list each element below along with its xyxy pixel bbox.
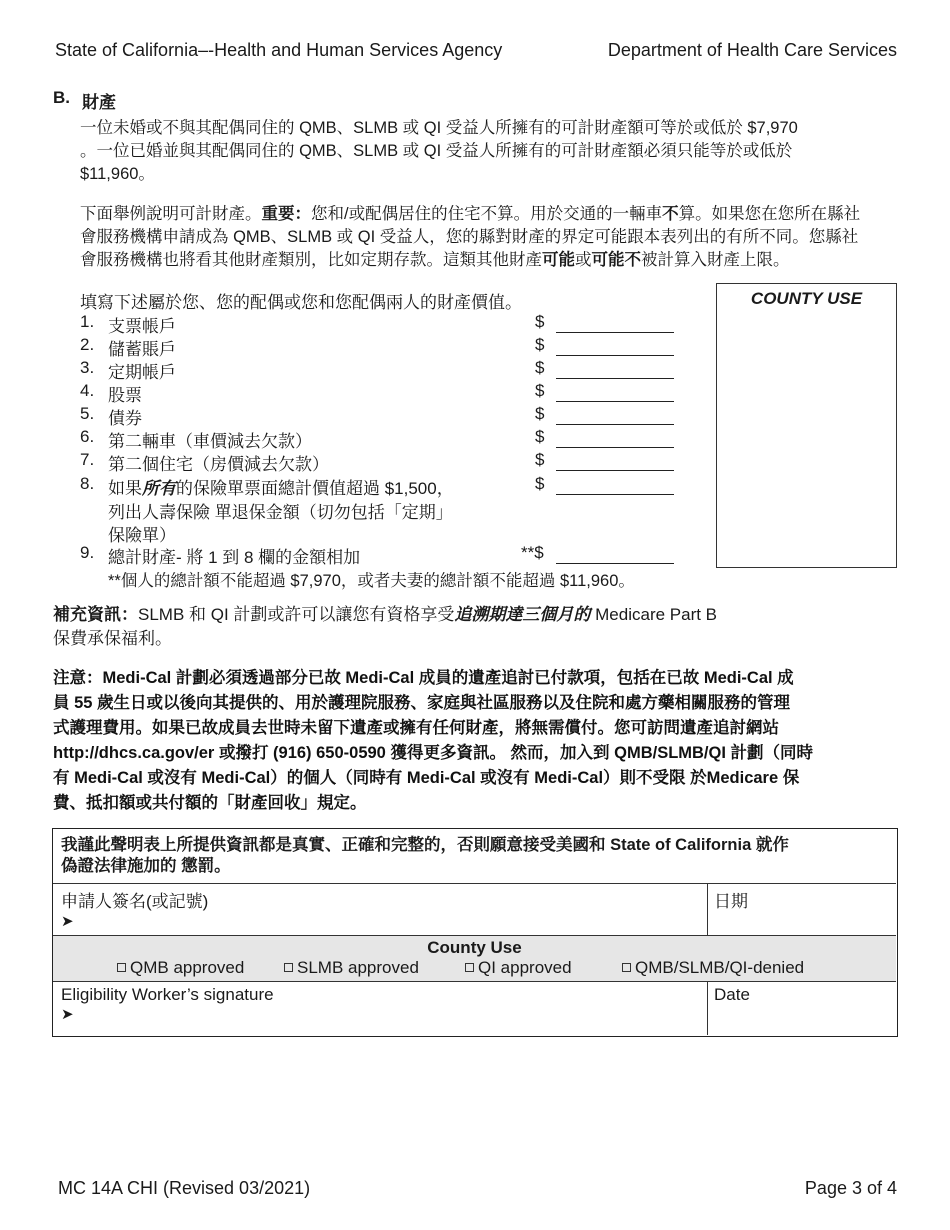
checking-amount-field[interactable] — [556, 316, 674, 333]
checkbox-icon — [117, 963, 126, 972]
form-id: MC 14A CHI (Revised 03/2021) — [58, 1178, 311, 1198]
countable-line-2: 會服務機構申請成為 QMB、SLMB 或 QI 受益人，您的縣對財產的界定可能跟本表列出的有所不同。您縣社 — [80, 228, 859, 246]
second-home-amount-field[interactable] — [556, 454, 674, 471]
applicant-date-label: 日期 — [714, 892, 748, 911]
asset-row-second-home: 7. 第二個住宅（房價減去欠款） $ — [80, 450, 700, 473]
arrow-right-icon: ➤ — [61, 913, 74, 930]
asset-limit-line-2: 。一位已婚並與其配偶同住的 QMB、SLMB 或 QI 受益人所擁有的可計財產額必須只能等於或低於 — [80, 142, 793, 160]
declaration: 我謹此聲明表上所提供資訊都是真實、正確和完整的，否則願意接受美國和 State of California 就作 偽證法律施加的 懲罰。 — [53, 829, 896, 884]
department-header: Department of Health Care Services — [607, 40, 897, 60]
applicant-signature-cell[interactable] — [53, 884, 708, 936]
total-assets-field[interactable] — [556, 547, 674, 564]
signature-table — [52, 828, 898, 1037]
checkbox-denied[interactable]: QMB/SLMB/QI-denied — [622, 958, 804, 978]
asset-row-total: 9. 總計財產- 將 1 到 8 欄的金額相加 **$ — [80, 543, 700, 566]
checkbox-icon — [622, 963, 631, 972]
county-use-title: COUNTY USE — [750, 289, 863, 308]
estate-recovery-notice: 注意：Medi-Cal 計劃必須透過部分已故 Medi-Cal 成員的遺產追討已付款項，包括在已故 Medi-Cal 成 員 55 歲生日或以後向其提供的、用於護理院服務、家庭與社區服務以及住院和處方藥相關服務的管理 式護理費用。如果已故成員去世時未留下遺產或擁有任何財產，將無需償付。您可訪問遺產追討網站 http://dhcs.ca.gov/er 或撥打 (916) 650-0590 獲得更多資訊。 然而，加入到 QMB/SLMB/QI 計劃（同時 有 Medi-Cal 或沒有 Medi-Cal）的個人（同時有 Medi-Cal 或沒有 Medi-Cal）則不受限 於Medicare 保 費、抵扣額或共付額的「財產回收」規定。 — [53, 669, 814, 812]
asset-row-life-insurance: 8. 如果所有的保險單票面總計價值超過 $1,500， $ 列出人壽保險 單退保金額（切勿包括「定期」 保險單） — [80, 474, 700, 544]
savings-amount-field[interactable] — [556, 339, 674, 356]
life-insurance-amount-field[interactable] — [556, 478, 674, 495]
arrow-right-icon: ➤ — [61, 1006, 74, 1023]
county-use-box — [716, 283, 897, 568]
time-deposit-amount-field[interactable] — [556, 362, 674, 379]
county-use-section — [53, 936, 896, 982]
county-use-label: County Use — [427, 938, 522, 957]
countable-assets-paragraph — [80, 203, 910, 272]
asset-row-checking: 1. 支票帳戶 $ — [80, 312, 700, 335]
second-car-amount-field[interactable] — [556, 431, 674, 448]
worker-signature-cell[interactable] — [53, 982, 708, 1035]
bonds-amount-field[interactable] — [556, 408, 674, 425]
countable-line-1: 下面舉例說明可計財產。重要：您和/或配偶居住的住宅不算。用於交通的一輛車不算。如果您在您所在縣社 — [80, 205, 861, 223]
applicant-signature-label: 申請人簽名(或記號) — [61, 892, 209, 911]
assets-intro: 填寫下述屬於您、您的配偶或您和您配偶兩人的財產價值。 — [80, 293, 522, 312]
asset-limit-paragraph — [80, 117, 900, 186]
total-footnote: **個人的總計額不能超過 $7,970，或者夫妻的總計額不能超過 $11,960。 — [108, 572, 635, 590]
asset-row-bonds: 5. 債券 $ — [80, 404, 700, 427]
section-title: 財產 — [82, 93, 116, 112]
checkbox-qi-approved[interactable]: QI approved — [465, 958, 572, 978]
asset-row-time-deposit: 3. 定期帳戶 $ — [80, 358, 700, 381]
worker-date-label: Date — [714, 985, 750, 1004]
checkbox-slmb-approved[interactable]: SLMB approved — [284, 958, 419, 978]
asset-row-stocks: 4. 股票 $ — [80, 381, 700, 404]
worker-signature-label: Eligibility Worker’s signature — [61, 985, 274, 1004]
asset-row-savings: 2. 儲蓄賬戶 $ — [80, 335, 700, 358]
supplement-paragraph: 補充資訊：SLMB 和 QI 計劃或許可以讓您有資格享受追溯期達三個月的 Medicare Part B 保費承保福利。 — [53, 605, 718, 648]
applicant-date-cell[interactable] — [708, 884, 896, 936]
agency-header: State of California–-Health and Human Services Agency — [55, 40, 503, 60]
checkbox-qmb-approved[interactable]: QMB approved — [117, 958, 244, 978]
asset-limit-line-3: $11,960。 — [80, 165, 155, 183]
worker-date-cell[interactable] — [708, 982, 896, 1035]
checkbox-icon — [284, 963, 293, 972]
section-letter: B. — [53, 88, 70, 107]
asset-limit-line-1: 一位未婚或不與其配偶同住的 QMB、SLMB 或 QI 受益人所擁有的可計財產額可等於或低於 $7,970 — [80, 119, 798, 137]
page-number: Page 3 of 4 — [804, 1178, 897, 1198]
asset-row-second-car: 6. 第二輛車（車價減去欠款） $ — [80, 427, 700, 450]
stocks-amount-field[interactable] — [556, 385, 674, 402]
checkbox-icon — [465, 963, 474, 972]
countable-line-3: 會服務機構也將看其他財產類別，比如定期存款。這類其他財產可能或可能不被計算入財產上限。 — [80, 251, 790, 269]
